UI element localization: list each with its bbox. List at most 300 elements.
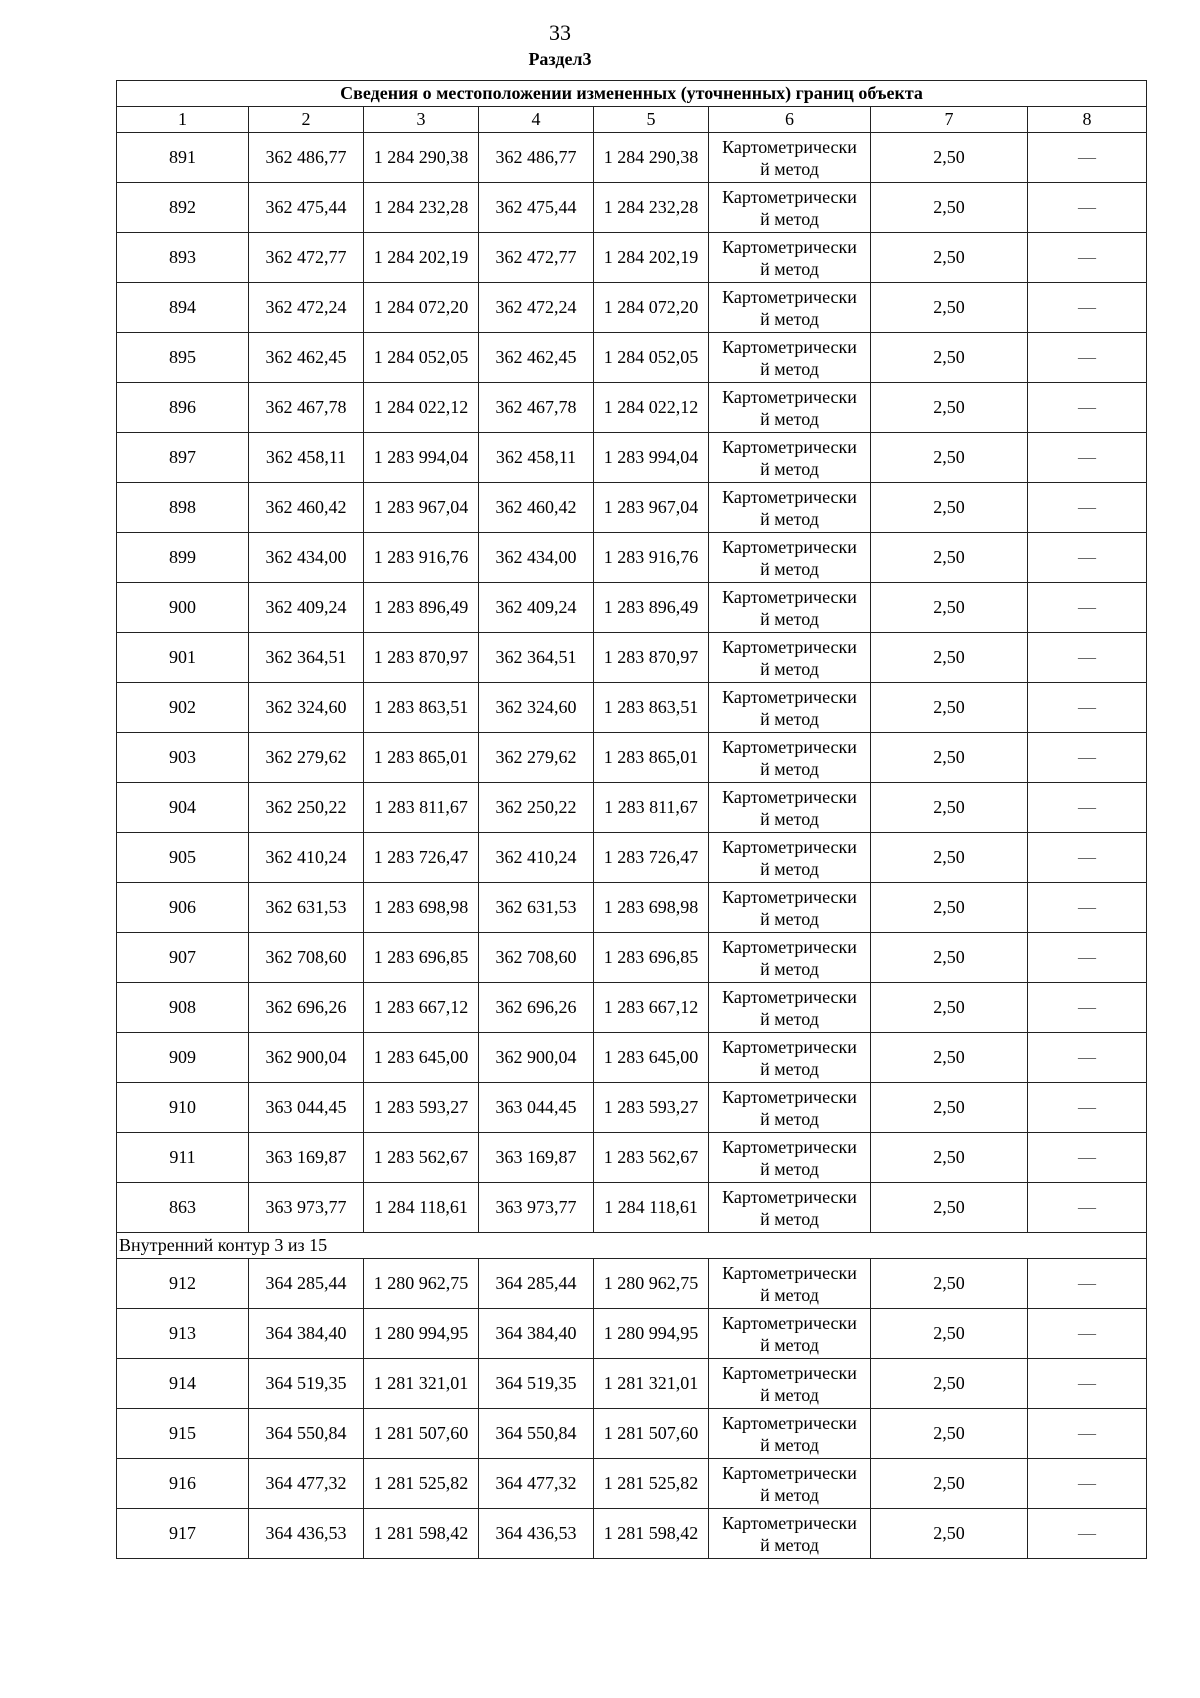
x-new-cell: 362 434,00	[479, 533, 594, 583]
column-header: 8	[1028, 107, 1147, 133]
table-row	[117, 833, 1147, 883]
method-line1: Картометрически	[722, 136, 857, 157]
y-old-cell: 1 283 967,04	[364, 483, 479, 533]
point-number-cell: 863	[117, 1183, 249, 1233]
table-row	[117, 683, 1147, 733]
method-cell	[709, 983, 871, 1033]
y-new-cell: 1 284 232,28	[594, 183, 709, 233]
method-line1: Картометрически	[722, 1086, 857, 1107]
method-cell	[709, 433, 871, 483]
accuracy-cell: 2,50	[871, 633, 1028, 683]
method-line2: й метод	[760, 808, 819, 829]
y-old-cell: 1 284 202,19	[364, 233, 479, 283]
x-old-cell: 362 486,77	[249, 133, 364, 183]
x-old-cell: 362 467,78	[249, 383, 364, 433]
x-old-cell: 362 458,11	[249, 433, 364, 483]
point-number-cell: 917	[117, 1509, 249, 1559]
accuracy-cell: 2,50	[871, 833, 1028, 883]
point-number-cell: 909	[117, 1033, 249, 1083]
method-cell	[709, 183, 871, 233]
dash-cell: —	[1028, 1183, 1147, 1233]
dash-cell: —	[1028, 133, 1147, 183]
y-old-cell: 1 283 562,67	[364, 1133, 479, 1183]
point-number-cell: 903	[117, 733, 249, 783]
x-new-cell: 364 550,84	[479, 1409, 594, 1459]
dash-cell: —	[1028, 683, 1147, 733]
x-new-cell: 362 409,24	[479, 583, 594, 633]
dash-cell: —	[1028, 933, 1147, 983]
y-old-cell: 1 283 645,00	[364, 1033, 479, 1083]
y-old-cell: 1 280 962,75	[364, 1259, 479, 1309]
point-number-cell: 908	[117, 983, 249, 1033]
method-cell	[709, 383, 871, 433]
y-new-cell: 1 280 962,75	[594, 1259, 709, 1309]
method-line1: Картометрически	[722, 786, 857, 807]
accuracy-cell: 2,50	[871, 933, 1028, 983]
point-number-cell: 896	[117, 383, 249, 433]
point-number-cell: 892	[117, 183, 249, 233]
table-row	[117, 633, 1147, 683]
method-cell	[709, 583, 871, 633]
x-old-cell: 362 472,24	[249, 283, 364, 333]
method-line1: Картометрически	[722, 1412, 857, 1433]
table-row	[117, 1509, 1147, 1559]
x-old-cell: 362 475,44	[249, 183, 364, 233]
y-new-cell: 1 280 994,95	[594, 1309, 709, 1359]
x-old-cell: 362 409,24	[249, 583, 364, 633]
page-number: 33	[549, 20, 571, 45]
method-line2: й метод	[760, 208, 819, 229]
x-old-cell: 364 550,84	[249, 1409, 364, 1459]
method-line2: й метод	[760, 708, 819, 729]
dash-cell: —	[1028, 1133, 1147, 1183]
x-old-cell: 362 708,60	[249, 933, 364, 983]
method-line1: Картометрически	[722, 836, 857, 857]
x-old-cell: 364 285,44	[249, 1259, 364, 1309]
accuracy-cell: 2,50	[871, 183, 1028, 233]
method-line1: Картометрически	[722, 1186, 857, 1207]
method-cell	[709, 483, 871, 533]
x-new-cell: 362 460,42	[479, 483, 594, 533]
table-row	[117, 733, 1147, 783]
x-new-cell: 362 472,24	[479, 283, 594, 333]
method-cell	[709, 1359, 871, 1409]
y-new-cell: 1 284 202,19	[594, 233, 709, 283]
accuracy-cell: 2,50	[871, 983, 1028, 1033]
x-old-cell: 362 410,24	[249, 833, 364, 883]
accuracy-cell: 2,50	[871, 683, 1028, 733]
method-line2: й метод	[760, 608, 819, 629]
column-header: 7	[871, 107, 1028, 133]
y-old-cell: 1 280 994,95	[364, 1309, 479, 1359]
dash-cell: —	[1028, 1259, 1147, 1309]
accuracy-cell: 2,50	[871, 783, 1028, 833]
method-cell	[709, 1309, 871, 1359]
table-title-row	[117, 81, 1147, 107]
accuracy-cell: 2,50	[871, 233, 1028, 283]
point-number-cell: 899	[117, 533, 249, 583]
x-old-cell: 363 973,77	[249, 1183, 364, 1233]
table-row	[117, 583, 1147, 633]
method-cell	[709, 1133, 871, 1183]
method-line2: й метод	[760, 458, 819, 479]
y-new-cell: 1 284 118,61	[594, 1183, 709, 1233]
method-line2: й метод	[760, 1008, 819, 1029]
y-old-cell: 1 283 593,27	[364, 1083, 479, 1133]
method-line2: й метод	[760, 658, 819, 679]
column-header: 2	[249, 107, 364, 133]
accuracy-cell: 2,50	[871, 1309, 1028, 1359]
y-new-cell: 1 283 696,85	[594, 933, 709, 983]
method-line2: й метод	[760, 358, 819, 379]
point-number-cell: 913	[117, 1309, 249, 1359]
accuracy-cell: 2,50	[871, 883, 1028, 933]
x-old-cell: 362 462,45	[249, 333, 364, 383]
x-new-cell: 362 324,60	[479, 683, 594, 733]
x-new-cell: 362 708,60	[479, 933, 594, 983]
point-number-cell: 898	[117, 483, 249, 533]
method-line1: Картометрически	[722, 1462, 857, 1483]
y-new-cell: 1 283 726,47	[594, 833, 709, 883]
y-new-cell: 1 284 290,38	[594, 133, 709, 183]
method-line1: Картометрически	[722, 1036, 857, 1057]
y-new-cell: 1 284 072,20	[594, 283, 709, 333]
accuracy-cell: 2,50	[871, 1083, 1028, 1133]
x-new-cell: 362 467,78	[479, 383, 594, 433]
method-line2: й метод	[760, 1384, 819, 1405]
x-new-cell: 364 384,40	[479, 1309, 594, 1359]
method-line1: Картометрически	[722, 1312, 857, 1333]
method-cell	[709, 1459, 871, 1509]
method-line2: й метод	[760, 408, 819, 429]
method-line1: Картометрически	[722, 686, 857, 707]
method-line1: Картометрически	[722, 936, 857, 957]
method-line1: Картометрически	[722, 286, 857, 307]
x-new-cell: 362 410,24	[479, 833, 594, 883]
y-old-cell: 1 283 667,12	[364, 983, 479, 1033]
table-row	[117, 1259, 1147, 1309]
y-old-cell: 1 283 865,01	[364, 733, 479, 783]
accuracy-cell: 2,50	[871, 1259, 1028, 1309]
method-line2: й метод	[760, 1108, 819, 1129]
y-new-cell: 1 284 022,12	[594, 383, 709, 433]
x-new-cell: 362 472,77	[479, 233, 594, 283]
dash-cell: —	[1028, 783, 1147, 833]
x-new-cell: 362 631,53	[479, 883, 594, 933]
method-line1: Картометрически	[722, 986, 857, 1007]
method-line1: Картометрически	[722, 1262, 857, 1283]
coordinates-table	[116, 80, 1147, 1559]
accuracy-cell: 2,50	[871, 333, 1028, 383]
x-new-cell: 362 475,44	[479, 183, 594, 233]
method-line2: й метод	[760, 1484, 819, 1505]
dash-cell: —	[1028, 1509, 1147, 1559]
x-old-cell: 362 631,53	[249, 883, 364, 933]
x-old-cell: 362 460,42	[249, 483, 364, 533]
y-old-cell: 1 283 726,47	[364, 833, 479, 883]
y-old-cell: 1 284 052,05	[364, 333, 479, 383]
table-row	[117, 1133, 1147, 1183]
dash-cell: —	[1028, 183, 1147, 233]
accuracy-cell: 2,50	[871, 383, 1028, 433]
method-cell	[709, 933, 871, 983]
y-old-cell: 1 281 321,01	[364, 1359, 479, 1409]
point-number-cell: 893	[117, 233, 249, 283]
y-old-cell: 1 283 696,85	[364, 933, 479, 983]
point-number-cell: 912	[117, 1259, 249, 1309]
y-new-cell: 1 283 865,01	[594, 733, 709, 783]
method-cell	[709, 283, 871, 333]
method-line1: Картометрически	[722, 736, 857, 757]
method-line2: й метод	[760, 1208, 819, 1229]
method-cell	[709, 1183, 871, 1233]
x-new-cell: 364 436,53	[479, 1509, 594, 1559]
method-line1: Картометрически	[722, 886, 857, 907]
method-cell	[709, 633, 871, 683]
method-cell	[709, 733, 871, 783]
method-cell	[709, 1409, 871, 1459]
x-new-cell: 364 519,35	[479, 1359, 594, 1409]
dash-cell: —	[1028, 733, 1147, 783]
accuracy-cell: 2,50	[871, 1359, 1028, 1409]
y-new-cell: 1 281 525,82	[594, 1459, 709, 1509]
contour-row	[117, 1233, 1147, 1259]
y-old-cell: 1 284 118,61	[364, 1183, 479, 1233]
x-old-cell: 364 436,53	[249, 1509, 364, 1559]
accuracy-cell: 2,50	[871, 1183, 1028, 1233]
method-line2: й метод	[760, 558, 819, 579]
y-old-cell: 1 283 870,97	[364, 633, 479, 683]
x-new-cell: 362 900,04	[479, 1033, 594, 1083]
method-cell	[709, 233, 871, 283]
method-line1: Картометрически	[722, 436, 857, 457]
y-old-cell: 1 283 698,98	[364, 883, 479, 933]
table-row	[117, 183, 1147, 233]
x-old-cell: 364 477,32	[249, 1459, 364, 1509]
dash-cell: —	[1028, 333, 1147, 383]
point-number-cell: 902	[117, 683, 249, 733]
dash-cell: —	[1028, 1083, 1147, 1133]
y-new-cell: 1 281 321,01	[594, 1359, 709, 1409]
x-new-cell: 362 250,22	[479, 783, 594, 833]
dash-cell: —	[1028, 833, 1147, 883]
y-new-cell: 1 283 562,67	[594, 1133, 709, 1183]
y-new-cell: 1 283 916,76	[594, 533, 709, 583]
method-line2: й метод	[760, 1434, 819, 1455]
contour-label: Внутренний контур 3 из 15	[117, 1233, 1147, 1259]
y-new-cell: 1 283 593,27	[594, 1083, 709, 1133]
accuracy-cell: 2,50	[871, 733, 1028, 783]
y-old-cell: 1 283 994,04	[364, 433, 479, 483]
y-new-cell: 1 283 863,51	[594, 683, 709, 733]
dash-cell: —	[1028, 883, 1147, 933]
accuracy-cell: 2,50	[871, 583, 1028, 633]
table-row	[117, 1359, 1147, 1409]
method-line1: Картометрически	[722, 586, 857, 607]
method-line2: й метод	[760, 1058, 819, 1079]
method-line2: й метод	[760, 858, 819, 879]
table-row	[117, 533, 1147, 583]
point-number-cell: 904	[117, 783, 249, 833]
x-old-cell: 362 434,00	[249, 533, 364, 583]
table-row	[117, 1183, 1147, 1233]
table-row	[117, 983, 1147, 1033]
method-line2: й метод	[760, 508, 819, 529]
x-old-cell: 362 279,62	[249, 733, 364, 783]
method-line2: й метод	[760, 908, 819, 929]
x-old-cell: 363 169,87	[249, 1133, 364, 1183]
table-row	[117, 283, 1147, 333]
y-old-cell: 1 283 916,76	[364, 533, 479, 583]
method-cell	[709, 883, 871, 933]
method-line2: й метод	[760, 1158, 819, 1179]
y-new-cell: 1 283 645,00	[594, 1033, 709, 1083]
y-old-cell: 1 284 022,12	[364, 383, 479, 433]
method-line2: й метод	[760, 1534, 819, 1555]
y-old-cell: 1 283 811,67	[364, 783, 479, 833]
table-row	[117, 783, 1147, 833]
method-cell	[709, 533, 871, 583]
y-new-cell: 1 281 598,42	[594, 1509, 709, 1559]
point-number-cell: 901	[117, 633, 249, 683]
accuracy-cell: 2,50	[871, 433, 1028, 483]
method-cell	[709, 333, 871, 383]
method-line1: Картометрически	[722, 1362, 857, 1383]
dash-cell: —	[1028, 283, 1147, 333]
x-new-cell: 363 044,45	[479, 1083, 594, 1133]
y-old-cell: 1 283 896,49	[364, 583, 479, 633]
method-cell	[709, 1033, 871, 1083]
point-number-cell: 915	[117, 1409, 249, 1459]
method-line2: й метод	[760, 258, 819, 279]
table-row	[117, 383, 1147, 433]
accuracy-cell: 2,50	[871, 133, 1028, 183]
method-cell	[709, 683, 871, 733]
x-old-cell: 362 696,26	[249, 983, 364, 1033]
y-old-cell: 1 281 598,42	[364, 1509, 479, 1559]
y-new-cell: 1 283 698,98	[594, 883, 709, 933]
method-line1: Картометрически	[722, 1512, 857, 1533]
x-new-cell: 362 696,26	[479, 983, 594, 1033]
accuracy-cell: 2,50	[871, 1509, 1028, 1559]
x-new-cell: 362 458,11	[479, 433, 594, 483]
y-old-cell: 1 281 525,82	[364, 1459, 479, 1509]
y-new-cell: 1 283 667,12	[594, 983, 709, 1033]
dash-cell: —	[1028, 533, 1147, 583]
column-header: 5	[594, 107, 709, 133]
x-new-cell: 364 285,44	[479, 1259, 594, 1309]
point-number-cell: 907	[117, 933, 249, 983]
x-old-cell: 362 364,51	[249, 633, 364, 683]
x-new-cell: 363 169,87	[479, 1133, 594, 1183]
method-line1: Картометрически	[722, 636, 857, 657]
method-line2: й метод	[760, 758, 819, 779]
dash-cell: —	[1028, 1309, 1147, 1359]
y-new-cell: 1 283 967,04	[594, 483, 709, 533]
accuracy-cell: 2,50	[871, 1409, 1028, 1459]
table-row	[117, 1033, 1147, 1083]
section-title: Раздел3	[528, 49, 592, 69]
y-old-cell: 1 284 232,28	[364, 183, 479, 233]
table-row	[117, 883, 1147, 933]
accuracy-cell: 2,50	[871, 283, 1028, 333]
table-row	[117, 1459, 1147, 1509]
y-old-cell: 1 284 290,38	[364, 133, 479, 183]
method-line1: Картометрически	[722, 486, 857, 507]
point-number-cell: 905	[117, 833, 249, 883]
dash-cell: —	[1028, 1033, 1147, 1083]
y-old-cell: 1 283 863,51	[364, 683, 479, 733]
table-row	[117, 483, 1147, 533]
x-new-cell: 362 364,51	[479, 633, 594, 683]
y-new-cell: 1 283 994,04	[594, 433, 709, 483]
point-number-cell: 897	[117, 433, 249, 483]
table-title: Сведения о местоположении измененных (уточненных) границ объекта	[117, 81, 1147, 107]
dash-cell: —	[1028, 983, 1147, 1033]
x-new-cell: 364 477,32	[479, 1459, 594, 1509]
accuracy-cell: 2,50	[871, 533, 1028, 583]
y-new-cell: 1 281 507,60	[594, 1409, 709, 1459]
point-number-cell: 911	[117, 1133, 249, 1183]
method-cell	[709, 1509, 871, 1559]
table-row	[117, 333, 1147, 383]
x-new-cell: 362 486,77	[479, 133, 594, 183]
point-number-cell: 916	[117, 1459, 249, 1509]
dash-cell: —	[1028, 1459, 1147, 1509]
y-old-cell: 1 284 072,20	[364, 283, 479, 333]
table-row	[117, 1409, 1147, 1459]
method-line1: Картометрически	[722, 386, 857, 407]
dash-cell: —	[1028, 583, 1147, 633]
table-row	[117, 433, 1147, 483]
table-row	[117, 1309, 1147, 1359]
method-line2: й метод	[760, 1334, 819, 1355]
column-header-row	[117, 107, 1147, 133]
method-line2: й метод	[760, 1284, 819, 1305]
method-line2: й метод	[760, 958, 819, 979]
dash-cell: —	[1028, 1409, 1147, 1459]
table-row	[117, 133, 1147, 183]
table-row	[117, 1083, 1147, 1133]
x-new-cell: 363 973,77	[479, 1183, 594, 1233]
method-cell	[709, 783, 871, 833]
method-cell	[709, 1083, 871, 1133]
method-line2: й метод	[760, 308, 819, 329]
dash-cell: —	[1028, 1359, 1147, 1409]
x-old-cell: 362 250,22	[249, 783, 364, 833]
y-new-cell: 1 283 870,97	[594, 633, 709, 683]
column-header: 6	[709, 107, 871, 133]
dash-cell: —	[1028, 433, 1147, 483]
point-number-cell: 900	[117, 583, 249, 633]
accuracy-cell: 2,50	[871, 483, 1028, 533]
y-new-cell: 1 283 811,67	[594, 783, 709, 833]
x-old-cell: 363 044,45	[249, 1083, 364, 1133]
point-number-cell: 891	[117, 133, 249, 183]
x-old-cell: 364 384,40	[249, 1309, 364, 1359]
x-old-cell: 362 472,77	[249, 233, 364, 283]
y-new-cell: 1 283 896,49	[594, 583, 709, 633]
column-header: 1	[117, 107, 249, 133]
point-number-cell: 914	[117, 1359, 249, 1409]
accuracy-cell: 2,50	[871, 1133, 1028, 1183]
table-row	[117, 933, 1147, 983]
x-old-cell: 362 324,60	[249, 683, 364, 733]
dash-cell: —	[1028, 483, 1147, 533]
point-number-cell: 895	[117, 333, 249, 383]
accuracy-cell: 2,50	[871, 1033, 1028, 1083]
method-line2: й метод	[760, 158, 819, 179]
